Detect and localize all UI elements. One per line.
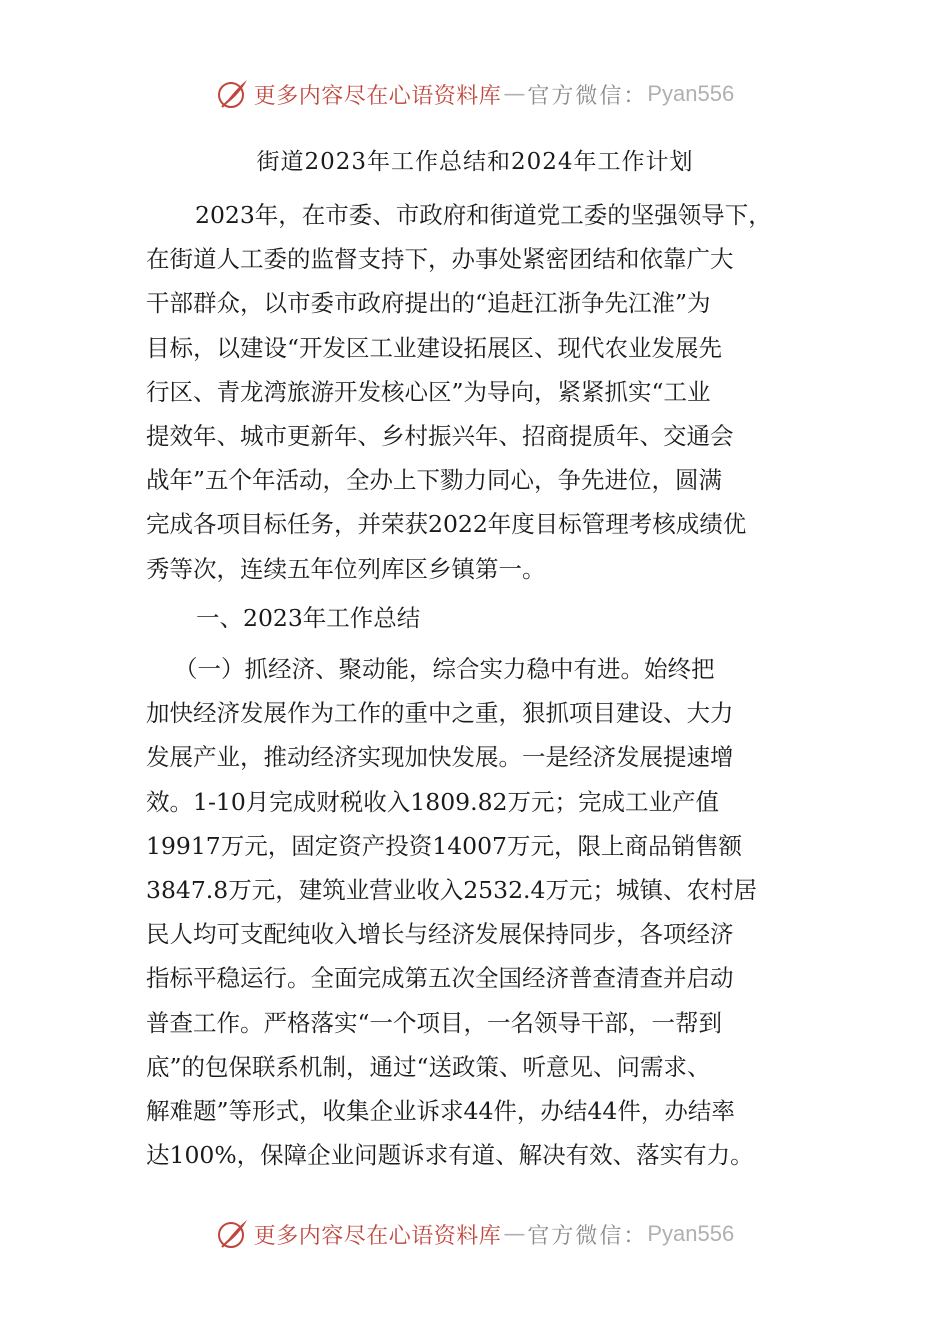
footer-banner <box>0 1214 950 1254</box>
paragraph-line: 达100%，保障企业问题诉求有道、解决有效、落实有力。 <box>146 1141 754 1170</box>
header-banner <box>0 74 950 114</box>
paragraph-line: 19917万元，固定资产投资14007万元，限上商品销售额 <box>146 831 743 860</box>
paragraph-line: 干部群众，以市委市政府提出的“追赶江浙争先江淮”为 <box>146 289 711 318</box>
paragraph-line: 效。1-10月完成财税收入1809.82万元；完成工业产值 <box>146 787 719 816</box>
paragraph-line: 指标平稳运行。全面完成第五次全国经济普查清查并启动 <box>146 964 734 993</box>
paragraph-line: 民人均可支配纯收入增长与经济发展保持同步，各项经济 <box>146 920 734 949</box>
paragraph-line: 解难题”等形式，收集企业诉求44件，办结44件，办结率 <box>146 1096 735 1125</box>
paragraph-line: 加快经济发展作为工作的重中之重，狠抓项目建设、大力 <box>146 699 734 728</box>
paragraph-line: 提效年、城市更新年、乡村振兴年、招商提质年、交通会 <box>146 421 734 450</box>
feather-pen-logo-icon <box>216 1217 250 1251</box>
feather-pen-logo-icon <box>216 77 250 111</box>
paragraph-line: 底”的包保联系机制，通过“送政策、听意见、问需求、 <box>146 1052 711 1081</box>
paragraph-line: 秀等次，连续五年位列库区乡镇第一。 <box>146 554 546 583</box>
paragraph-line: 行区、青龙湾旅游开发核心区”为导向，紧紧抓实“工业 <box>146 377 711 406</box>
paragraph-line: 完成各项目标任务，并荣获2022年度目标管理考核成绩优 <box>146 510 747 539</box>
banner-wechat-label: 官方微信： <box>527 83 648 109</box>
intro-paragraph <box>146 193 816 591</box>
banner-wechat-id: Pyan556 <box>647 81 735 106</box>
paragraph-line: 3847.8万元，建筑业营业收入2532.4万元；城镇、农村居 <box>146 875 757 904</box>
paragraph-line: 发展产业，推动经济实现加快发展。一是经济发展提速增 <box>146 743 734 772</box>
banner-wechat-label: 官方微信： <box>527 1223 648 1249</box>
paragraph-line: 目标，以建设“开发区工业建设拓展区、现代农业发展先 <box>146 333 723 362</box>
banner-main-text: 更多内容尽在心语资料库 <box>253 83 502 109</box>
paragraph-line: 普查工作。严格落实“一个项目，一名领导干部，一帮到 <box>146 1008 723 1037</box>
section-heading: 一、2023年工作总结 <box>196 604 421 632</box>
paragraph-line: 2023年，在市委、市政府和街道党工委的坚强领导下， <box>195 201 772 229</box>
banner-main-text: 更多内容尽在心语资料库 <box>253 1223 502 1249</box>
paragraph-line: （一）抓经济、聚动能，综合实力稳中有进。始终把 <box>174 655 715 683</box>
banner-separator: — <box>503 1221 526 1247</box>
banner-wechat-id: Pyan556 <box>647 1221 735 1246</box>
paragraph-line: 在街道人工委的监督支持下，办事处紧密团结和依靠广大 <box>146 245 734 274</box>
document-title: 街道2023年工作总结和2024年工作计划 <box>256 149 694 175</box>
section-one-paragraph <box>146 647 816 1177</box>
paragraph-line: 战年”五个年活动，全办上下勠力同心，争先进位，圆满 <box>146 466 723 495</box>
banner-separator: — <box>503 81 526 107</box>
